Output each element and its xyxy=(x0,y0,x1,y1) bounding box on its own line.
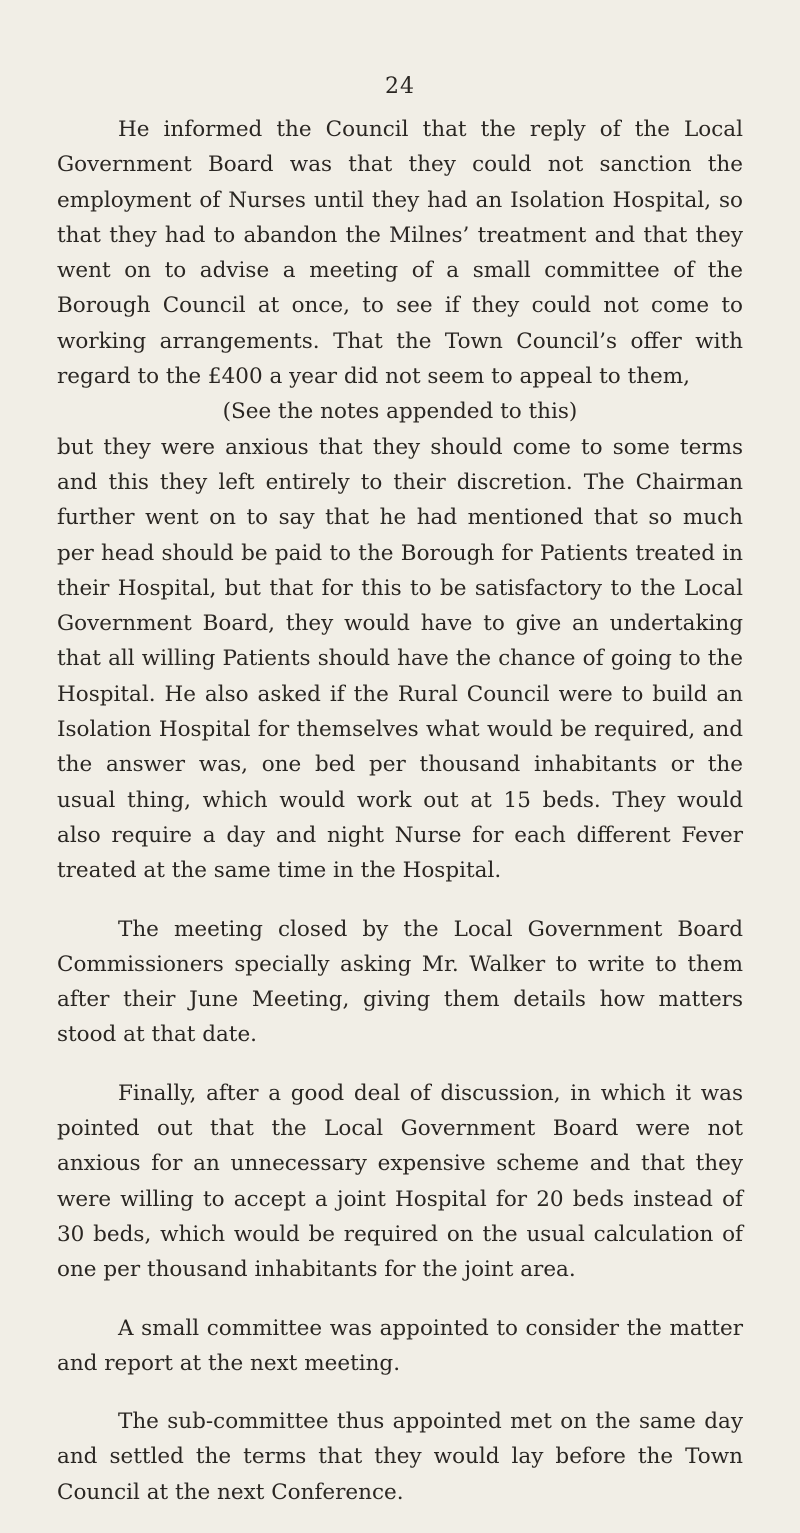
paragraph-meeting-closed: The meeting closed by the Local Government Board Commissioners specially asking Mr. Walker to write to them after their June Meeting, giving them details how matters stood at that date. xyxy=(57,916,743,1048)
paragraph-committee-appointed: A small committee was appointed to consider the matter and report at the next meeting. xyxy=(57,1315,743,1376)
page-number: 24 xyxy=(385,74,415,99)
paragraph-joint-hospital: Finally, after a good deal of discussion, in which it was pointed out that the Local Government Board were not anxious for an unnecessary expensive scheme and that they were willing to accept a joint Hospital for 20 beds instead of 30 beds, which would be required on the usual calculation of one per thousand inhabitants for the joint area. xyxy=(57,1080,743,1283)
paragraph-sub-committee: The sub-committee thus appointed met on the same day and settled the terms that they would lay before the Town Council at the next Conference. xyxy=(57,1409,743,1505)
body-text xyxy=(57,112,743,1533)
paragraph-council-reply: He informed the Council that the reply of the Local Government Board was that they could not sanction the employment of Nurses until they had an Isolation Hospital, so that they had to abandon the Milnes’ treatment and that they went on to advise a meeting of a small committee of the Borough Council at once, to see if they could not come to working arrangements. That the Town Council’s offer with regard to the £400 a year did not seem to appeal to them, xyxy=(57,117,743,390)
appended-notes-reference: (See the notes appended to this) xyxy=(222,399,578,425)
paragraph-council-reply-continued: but they were anxious that they should come to some terms and this they left entirely to their discretion. The Chairman further went on to say that he had mentioned that so much per head should be paid to the Borough for Patients treated in their Hospital, but that for this to be satisfactory to the Local Government Board, they would have to give an undertaking that all willing Patients should have the chance of going to the Hospital. He also asked if the Rural Council were to build an Isolation Hospital for themselves what would be required, and the answer was, one bed per thousand inhabitants or the usual thing, which would work out at 15 beds. They would also require a day and night Nurse for each different Fever treated at the same time in the Hospital. xyxy=(57,434,743,884)
